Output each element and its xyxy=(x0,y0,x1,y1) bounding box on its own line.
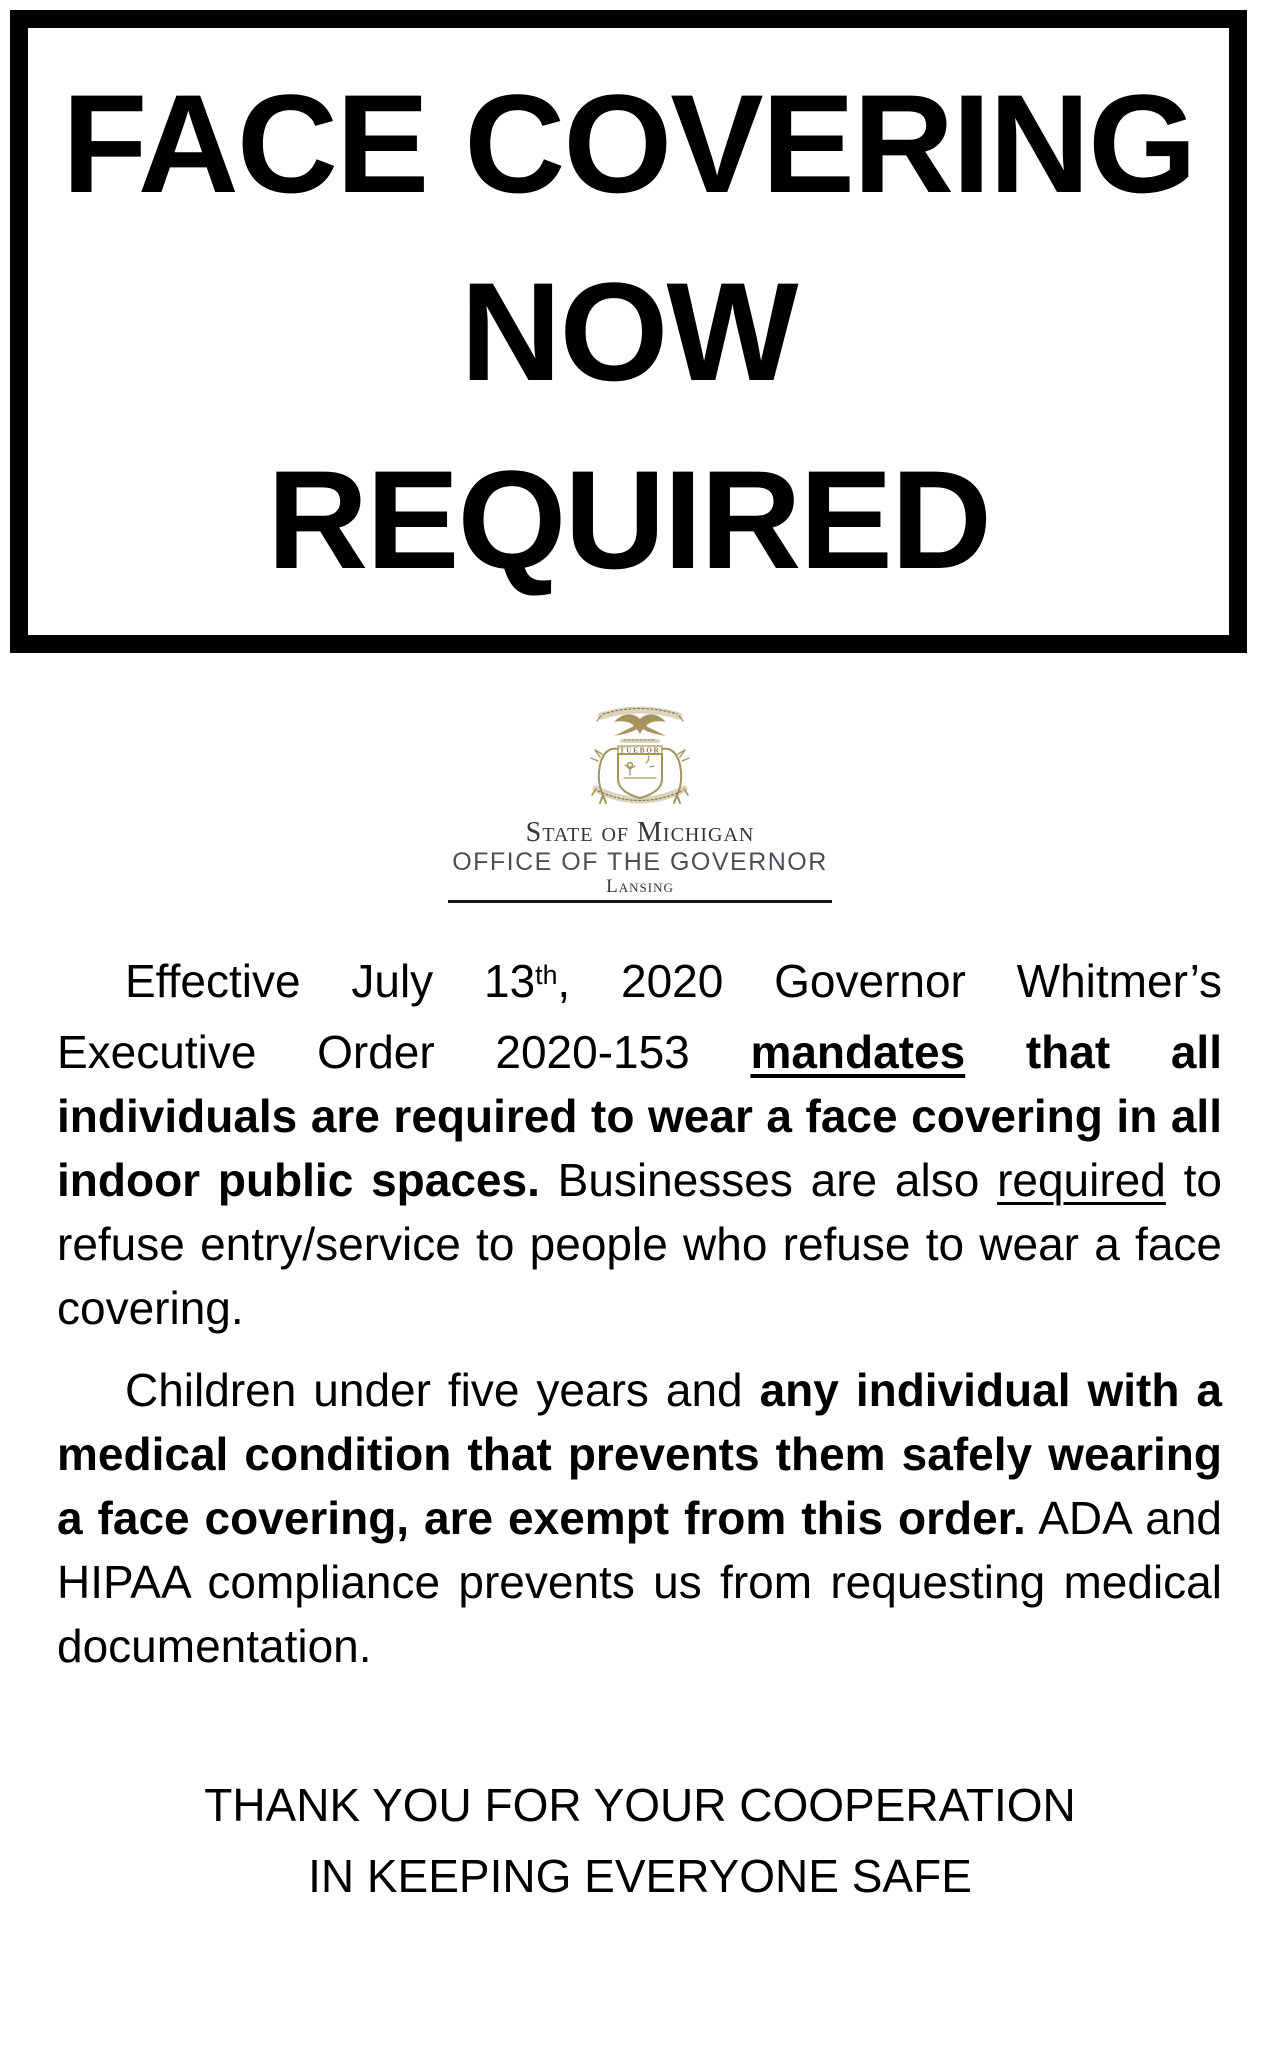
letterhead xyxy=(0,699,1280,903)
text-run: Children under five years and xyxy=(125,1364,760,1416)
letterhead-city-line: Lansing xyxy=(606,876,674,897)
title-line-3: REQUIRED xyxy=(267,440,990,598)
paragraph-1 xyxy=(57,949,1222,1340)
letterhead-state-line: State of Michigan xyxy=(525,817,755,848)
seal-graphic xyxy=(591,709,689,804)
text-run: Businesses are also xyxy=(539,1154,998,1206)
seal-motto-text: TUEBOR xyxy=(619,745,661,755)
michigan-coat-of-arms-icon xyxy=(576,699,704,809)
text-run: to refuse entry/service to people who refuse to wear a face covering. xyxy=(57,1154,1222,1334)
title-line-1: FACE COVERING xyxy=(61,64,1196,222)
text-run xyxy=(965,1026,1026,1078)
text-run: , 2020 Governor Whitmer’s Executive Order 2020-153 xyxy=(57,955,1222,1078)
footer xyxy=(0,1770,1280,1912)
title-box xyxy=(10,10,1247,653)
letterhead-office-line: OFFICE OF THE GOVERNOR xyxy=(452,848,828,876)
footer-line-1: THANK YOU FOR YOUR COOPERATION xyxy=(204,1779,1076,1831)
letterhead-divider-rule xyxy=(448,900,832,903)
body-text xyxy=(57,949,1222,1678)
text-run: any individual with a medical condition that prevents them safely wearing a face covering, are exempt from this order. xyxy=(57,1364,1222,1544)
poster-page xyxy=(0,10,1280,2045)
paragraph-2 xyxy=(57,1358,1222,1678)
text-run: required xyxy=(997,1154,1166,1206)
footer-line-2: IN KEEPING EVERYONE SAFE xyxy=(308,1850,972,1902)
text-run: ADA and HIPAA compliance prevents us from requesting medical documentation. xyxy=(57,1492,1222,1672)
text-run: that all individuals are required to wear a face covering in all indoor public spaces. xyxy=(57,1026,1222,1206)
text-run: mandates xyxy=(750,1026,966,1078)
text-run: Effective July 13 xyxy=(125,955,536,1007)
text-run: th xyxy=(535,959,558,990)
title-line-2: NOW xyxy=(460,252,797,410)
